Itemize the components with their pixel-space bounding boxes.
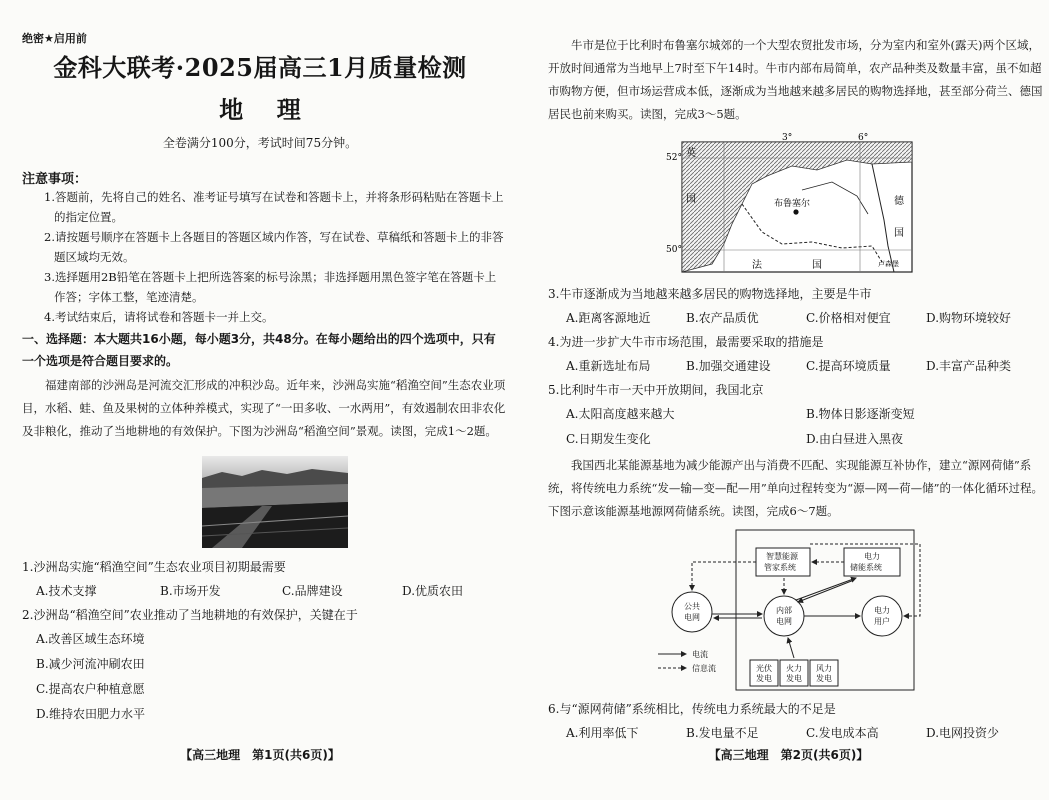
source-pv-line2: 发电 [756, 674, 772, 683]
q4-option-d[interactable]: D.丰富产品种类 [926, 359, 1012, 373]
q2-option-a[interactable]: A.改善区域生态环境 [36, 632, 145, 646]
secret-label: 绝密★启用前 [22, 32, 87, 45]
q4-option-b[interactable]: B.加强交通建设 [686, 359, 771, 373]
legend-info: 信息流 [692, 664, 716, 673]
q3-option-a[interactable]: A.距离客源地近 [566, 311, 651, 325]
q1-option-a[interactable]: A.技术支撑 [36, 584, 97, 598]
source-thermal-line1: 火力 [786, 664, 802, 673]
lon-label-3: 3° [782, 133, 793, 143]
label-fa: 法 [752, 260, 762, 271]
section-heading: 一、选择题：本大题共16小题，每小题3分，共48分。在每小题给出的四个选项中，只有一个选项是符合题目要求的。 [22, 332, 496, 368]
public-grid-line2: 电网 [684, 613, 700, 622]
page-footer-2: 【高三地理 第2页(共6页)】 [708, 748, 869, 762]
label-guo-fr: 国 [812, 260, 822, 271]
q6-option-a[interactable]: A.利用率低下 [566, 726, 639, 740]
exam-title: 金科大联考·2025届高三1月质量检测 [53, 53, 467, 82]
public-grid-node [672, 592, 712, 632]
notice-list [44, 187, 504, 327]
q1-option-d[interactable]: D.优质农田 [402, 584, 464, 598]
label-luxembourg: 卢森堡 [878, 260, 899, 268]
smart-energy-line2: 管家系统 [764, 563, 796, 572]
notice-item: 2.请按题号顺序在答题卡上各题目的答题区域内作答，写在试卷、草稿纸和答题卡上的非答题区域均无效。 [44, 230, 504, 264]
belgium-map [666, 132, 912, 282]
q2-option-d[interactable]: D.维持农田肥力水平 [36, 707, 146, 721]
smart-energy-line1: 智慧能源 [766, 552, 798, 561]
label-brussels: 布鲁塞尔 [774, 199, 811, 209]
label-guo-uk: 国 [686, 194, 696, 205]
q5-option-b[interactable]: B.物体日影逐渐变短 [806, 407, 915, 421]
legend-current: 电流 [692, 650, 708, 659]
internal-grid-line1: 内部 [776, 606, 792, 615]
subject-title: 地 理 [219, 96, 301, 124]
q3-option-d[interactable]: D.购物环境较好 [926, 311, 1012, 325]
source-pv-line1: 光伏 [756, 664, 772, 673]
energy-system-diagram [648, 522, 938, 692]
lat-label-50: 50° [666, 245, 682, 255]
label-de: 德 [894, 196, 904, 207]
question-2: 2.沙洲岛“稻渔空间”农业推动了当地耕地的有效保护，关键在于 [22, 608, 358, 622]
q4-option-c[interactable]: C.提高环境质量 [806, 359, 891, 373]
q5-option-d[interactable]: D.由白昼进入黑夜 [806, 432, 904, 446]
q2-option-c[interactable]: C.提高农户种植意愿 [36, 682, 145, 696]
passage-rice-fish: 福建南部的沙洲岛是河流交汇形成的冲积沙岛。近年来，沙洲岛实施“稻渔空间”生态农业项目，水稻、蛙、鱼及果树的立体种养模式，实现了“一田多收、一水两用”，有效遏制农田非农化及非粮化，推动了当地耕地的有效保护。下图为沙洲岛“稻渔空间”景观。读图，完成1～2题。 [22, 378, 506, 438]
q6-option-c[interactable]: C.发电成本高 [806, 726, 879, 740]
power-users-line2: 用户 [874, 617, 890, 626]
q5-option-c[interactable]: C.日期发生变化 [566, 432, 651, 446]
score-line: 全卷满分100分，考试时间75分钟。 [162, 136, 358, 150]
q5-option-a[interactable]: A.太阳高度越来越大 [566, 407, 675, 421]
notice-item: 1.答题前，先将自己的姓名、准考证号填写在试卷和答题卡上，并将条形码粘贴在答题卡上的指定位置。 [44, 190, 504, 224]
label-ying: 英 [686, 148, 696, 159]
brussels-dot [793, 209, 798, 214]
q2-option-b[interactable]: B.减少河流冲刷农田 [36, 657, 145, 671]
internal-grid-line2: 电网 [776, 617, 792, 626]
q3-option-c[interactable]: C.价格相对便宜 [806, 311, 891, 325]
lon-label-6: 6° [858, 133, 869, 143]
landscape-photo [202, 456, 348, 548]
storage-line2: 储能系统 [850, 563, 882, 572]
label-guo-de: 国 [894, 228, 904, 239]
notice-item: 4.考试结束后，请将试卷和答题卡一并上交。 [44, 310, 274, 324]
q6-option-d[interactable]: D.电网投资少 [926, 726, 1000, 740]
q1-option-c[interactable]: C.品牌建设 [282, 584, 343, 598]
question-4: 4.为进一步扩大牛市市场范围，最需要采取的措施是 [548, 335, 824, 349]
right-page [528, 0, 1049, 800]
lat-label-52: 52° [666, 153, 682, 163]
notice-heading: 注意事项： [22, 172, 88, 187]
source-wind-line2: 发电 [816, 674, 832, 683]
power-users-node [862, 596, 902, 636]
source-thermal-line2: 发电 [786, 674, 802, 683]
passage-energy-system: 我国西北某能源基地为减少能源产出与消费不匹配、实现能源互补协作，建立“源网荷储”系统，将传统电力系统“发—输—变—配—用”单向过程转变为“源—网—荷—储”的一体化循环过程。下图示意该能源基地源网荷储系统。读图，完成6～7题。 [548, 458, 1044, 518]
left-page [0, 0, 520, 800]
public-grid-line1: 公共 [684, 602, 700, 611]
storage-line1: 电力 [864, 552, 880, 561]
q4-option-a[interactable]: A.重新选址布局 [566, 359, 651, 373]
q1-option-b[interactable]: B.市场开发 [160, 584, 221, 598]
question-6: 6.与“源网荷储”系统相比，传统电力系统最大的不足是 [548, 702, 836, 716]
question-5: 5.比利时牛市一天中开放期间，我国北京 [548, 383, 764, 397]
page-footer-1: 【高三地理 第1页(共6页)】 [180, 748, 340, 762]
source-wind-line1: 风力 [816, 664, 832, 673]
question-3: 3.牛市逐渐成为当地越来越多居民的购物选择地，主要是牛市 [548, 287, 872, 301]
notice-item: 3.选择题用2B铅笔在答题卡上把所选答案的标号涂黑；非选择题用黑色签字笔在答题卡上作答；字体工整，笔迹清楚。 [44, 270, 497, 304]
passage-cattle-market: 牛市是位于比利时布鲁塞尔城郊的一个大型农贸批发市场，分为室内和室外(露天)两个区域，开放时间通常为当地早上7时至下午14时。牛市内部布局简单，农产品种类及数量丰富，虽不如超市购物方便，但市场运营成本低，逐渐成为当地越来越多居民的购物选择地，甚至部分荷兰、德国居民也前来购买。读图，完成3～5题。 [548, 38, 1043, 121]
power-users-line1: 电力 [874, 606, 890, 615]
q6-option-b[interactable]: B.发电量不足 [686, 726, 759, 740]
q3-option-b[interactable]: B.农产品质优 [686, 311, 759, 325]
question-1: 1.沙洲岛实施“稻渔空间”生态农业项目初期最需要 [22, 560, 286, 574]
